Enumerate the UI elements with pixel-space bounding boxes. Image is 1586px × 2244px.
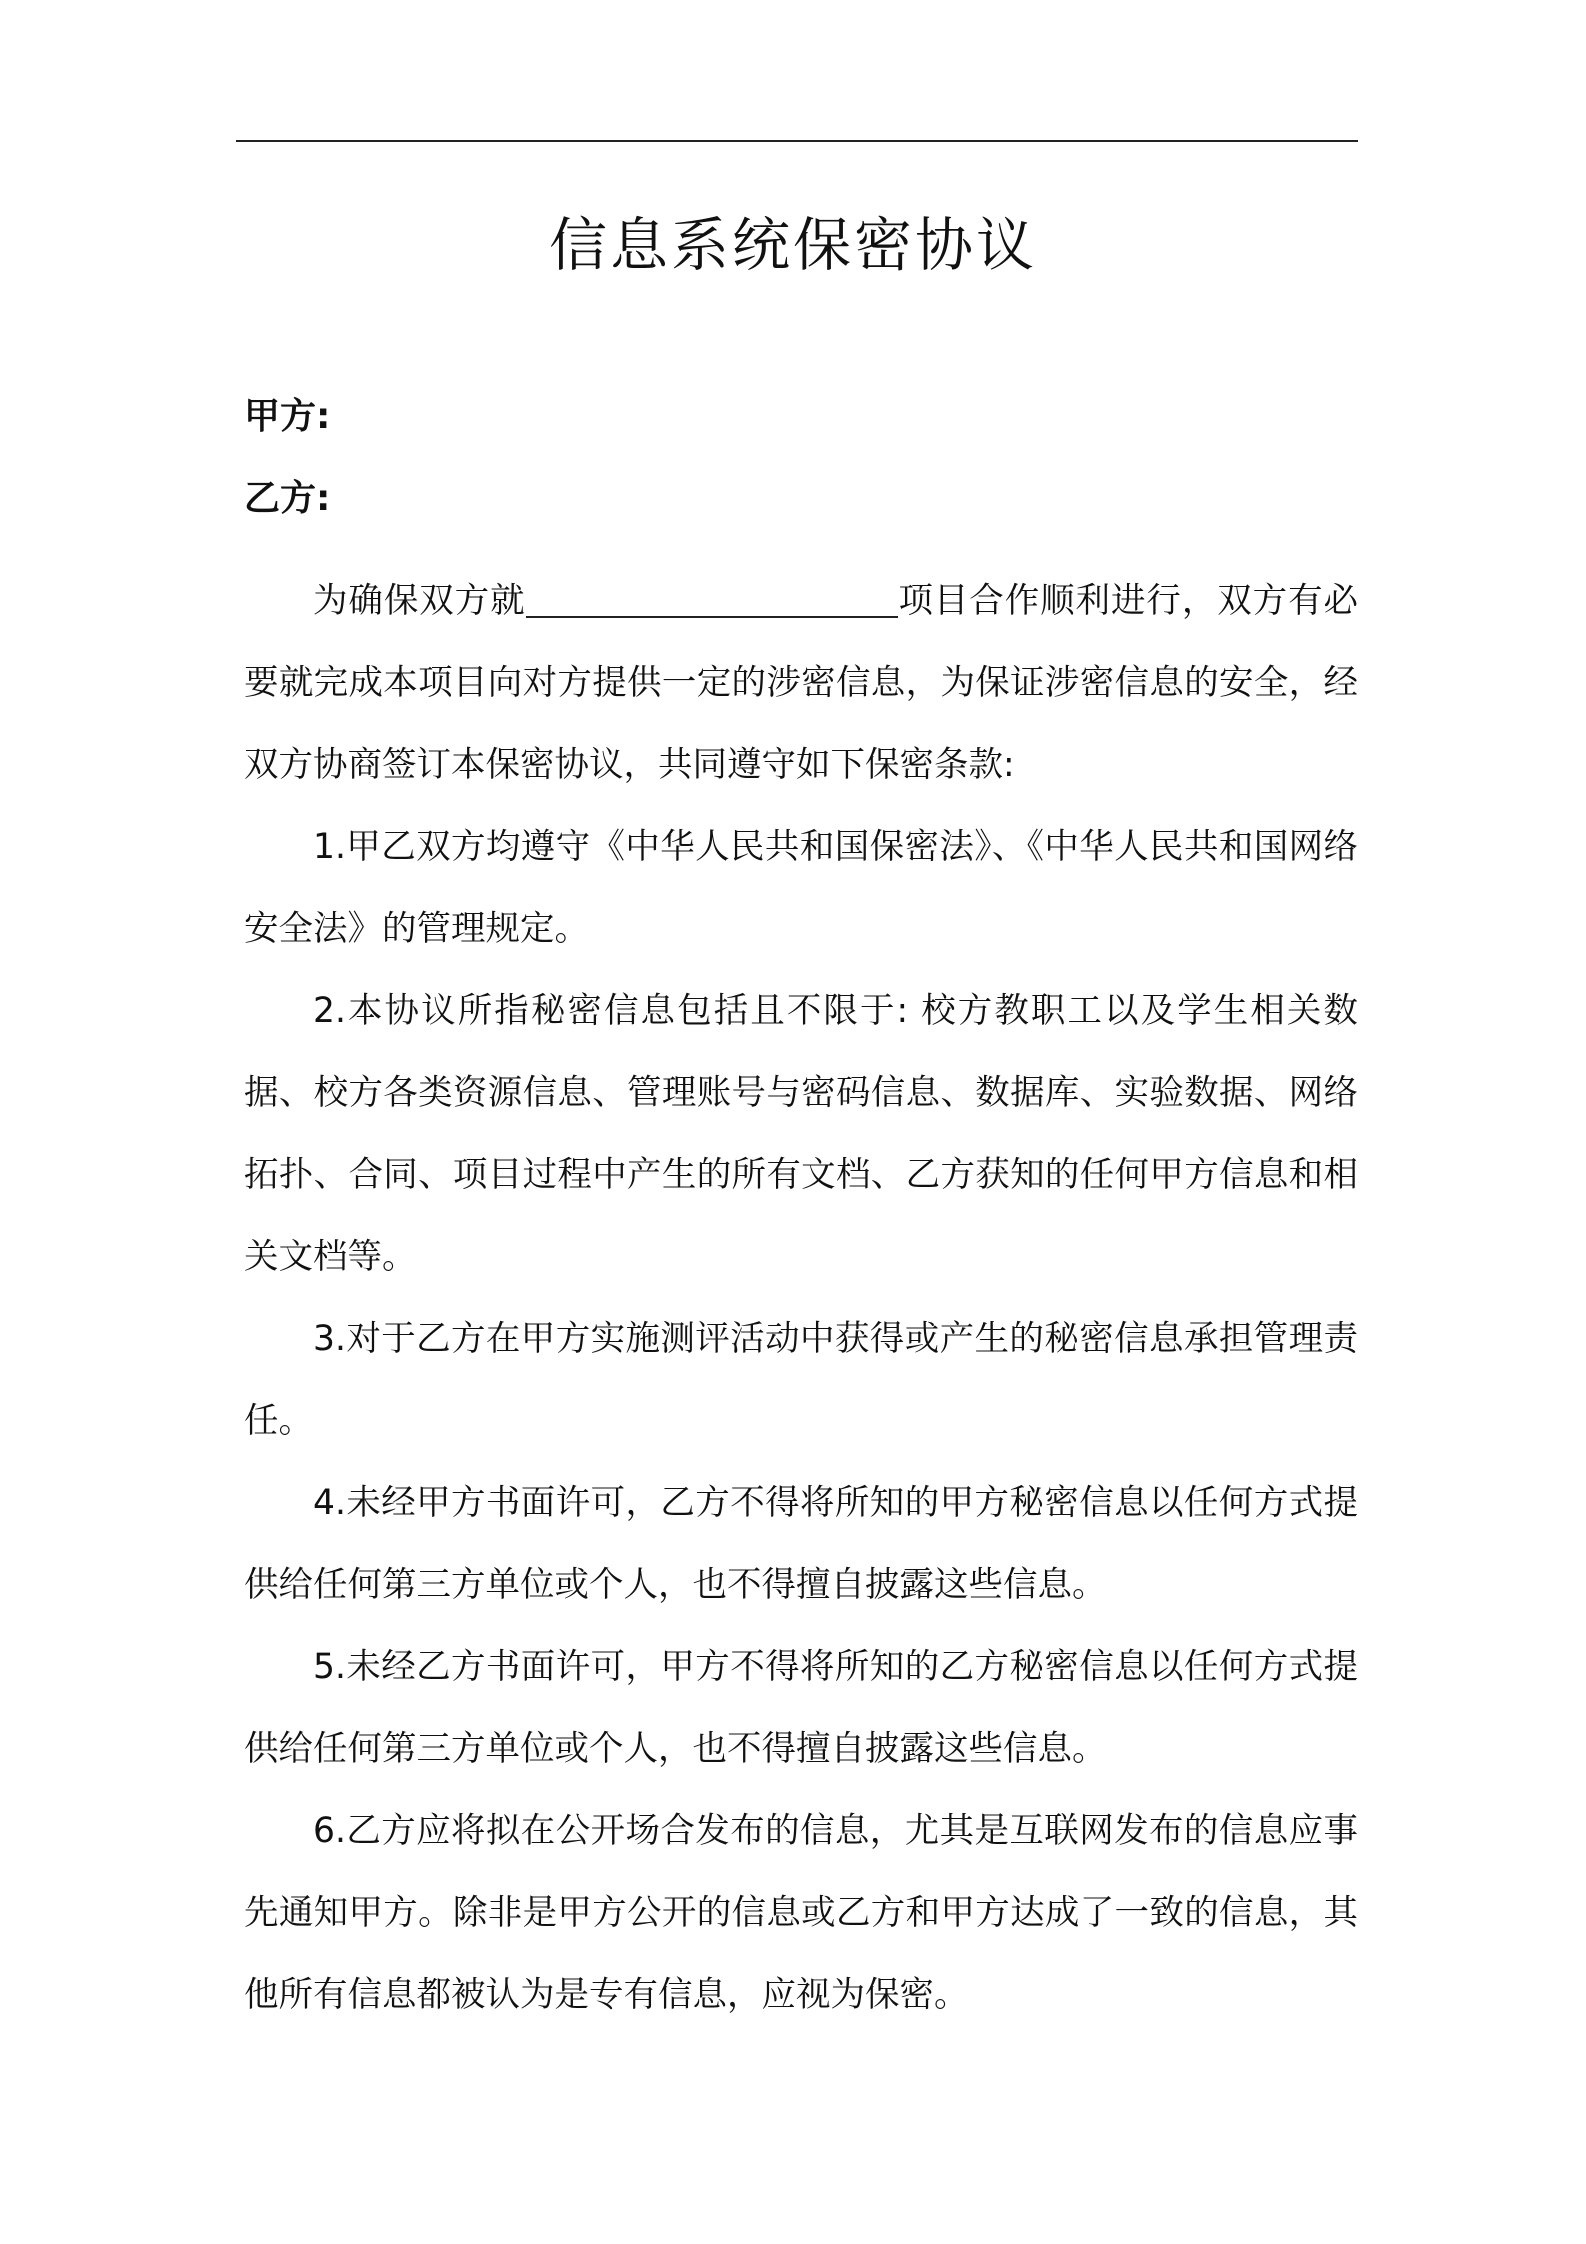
- intro-text-end: 项目合作顺利进行，双方有必要就完成本项目向对方提供一定的涉密信息，为保证涉密信息的安全，经双方协商签订本保密协议，共同遵守如下保密条款:: [244, 581, 1359, 785]
- document-body: [244, 560, 1358, 2036]
- document-title: 信息系统保密协议: [548, 211, 1037, 279]
- clause-4: 4.未经甲方书面许可，乙方不得将所知的甲方秘密信息以任何方式提供给任何第三方单位或个人，也不得擅自披露这些信息。: [244, 1483, 1358, 1605]
- party-a-label: 甲方:: [244, 396, 331, 437]
- clause-6: 6.乙方应将拟在公开场合发布的信息，尤其是互联网发布的信息应事先通知甲方。除非是甲方公开的信息或乙方和甲方达成了一致的信息，其他所有信息都被认为是专有信息，应视为保密。: [244, 1811, 1358, 2015]
- clause-5: 5.未经乙方书面许可，甲方不得将所知的乙方秘密信息以任何方式提供给任何第三方单位或个人，也不得擅自披露这些信息。: [244, 1647, 1358, 1769]
- clause-3: 3.对于乙方在甲方实施测评活动中获得或产生的秘密信息承担管理责任。: [244, 1319, 1358, 1441]
- clause-2: 2.本协议所指秘密信息包括且不限于: 校方教职工以及学生相关数据、校方各类资源信息、管理账号与密码信息、数据库、实验数据、网络拓扑、合同、项目过程中产生的所有文档、乙方获知的任何甲方信息和相关文档等。: [244, 991, 1358, 1277]
- project-name-blank: [526, 582, 898, 619]
- party-b-label: 乙方:: [244, 478, 331, 519]
- intro-text-start: 为确保双方就: [313, 581, 526, 621]
- clause-1: 1.甲乙双方均遵守《中华人民共和国保密法》、《中华人民共和国网络安全法》的管理规定。: [244, 827, 1358, 949]
- intro-paragraph: [244, 560, 1358, 806]
- header-rule: [236, 140, 1358, 142]
